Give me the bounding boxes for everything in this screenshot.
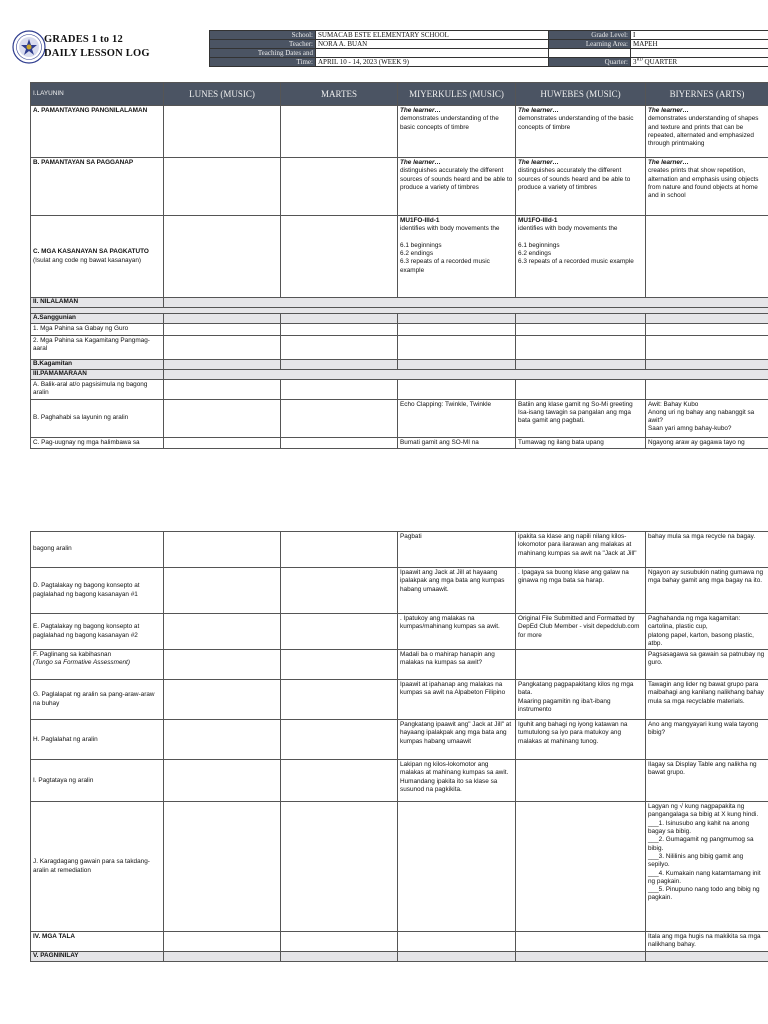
row-mga-kasanayan [31,216,768,298]
wed-cell: Lakipan ng kilos-lokomotor ang malakas at mahinang kumpas sa awit. Humandang ipakita ito sa klase sa susunod na pagkikita. [398,760,516,802]
row-paglalahat [31,720,768,760]
row-label: bagong aralin [31,532,164,568]
fri-cell: Ngayong araw ay gagawa tayo ng [646,437,768,448]
row-label: D. Pagtalakay ng bagong konsepto at paglalahad ng bagong kasanayan #1 [31,568,164,614]
thu-cell: ipakita sa klase ang napili nilang kilos-lokomotor para ilarawan ang malakas at mahinang kumpas sa awit na "Jack at Jill" [516,532,646,568]
thu-cell: The learner… demonstrates understanding of the basic concepts of timbre [516,106,646,158]
row-label: V. PAGNINILAY [31,952,164,962]
fri-cell: Paghahanda ng mga kagamitan: cartolina, plastic cup, platong papel, karton, basong plastic, atbp. [646,614,768,650]
fri-cell: Lagyan ng √ kung nagpapakita ng pangangalaga sa bibig at X kung hindi. ___1. Isinusubo ang kahit na anong bagay sa bibig. ___2. Gumagamit ng pangmumog sa bibig. ___3. Nililinis ang bibig gamit ang sepilyo. ___4. Kumakain nang katamtamang init ng pagkain. ___5. Pinupuno nang todo ang bibig ng pagkain. [646,802,768,932]
wed-cell: Ipaawit at ipahanap ang malakas na kumpas sa awit na Alpabeton Filipino [398,680,516,720]
deped-seal-logo [12,30,46,64]
row-paghahabi [31,399,768,437]
column-header-row [31,83,768,106]
row-paglalapat [31,680,768,720]
row-label: C. Pag-uugnay ng mga halimbawa sa [31,437,164,448]
row-label: B. Paghahabi sa layunin ng aralin [31,399,164,437]
quarter-value: 3RD QUARTER [631,58,768,67]
row-karagdagang-gawain [31,802,768,932]
row-label: J. Karagdagang gawain para sa takdang-aralin at remediation [31,802,164,932]
lesson-log-table-page1 [30,82,768,449]
thu-cell: Batiin ang klase gamit ng So-Mi greeting Isa-isang tawagin sa pangalan ang mga bata gamit ang pagbati. [516,399,646,437]
form-title-dll: DAILY LESSON LOG [44,48,150,59]
row-kagamitang-pangmag-aaral [31,336,768,360]
row-pagtataya [31,760,768,802]
row-mga-tala [31,932,768,952]
wed-cell: Madali ba o mahirap hanapin ang malakas na kumpas sa awit? [398,650,516,680]
thu-cell: Iguhit ang bahagi ng iyong katawan na tumutulong sa iyo para matukoy ang malakas at mahinang tunog. [516,720,646,760]
col-miyerkules: MIYERKULES (MUSIC) [398,83,516,106]
grade-label: Grade Level: [549,31,631,40]
row-label: B. PAMANTAYAN SA PAGGANAP [31,158,164,216]
wed-cell: Ipaawit ang Jack at Jill at hayaang ipalakpak ang mga bata ang kumpas habang umaawit. [398,568,516,614]
lesson-log-table-page2 [30,531,768,962]
fri-cell: Ano ang mangyayari kung wala tayong bibig? [646,720,768,760]
wed-cell: MU1FO-IIId-1 identifies with body movements the 6.1 beginnings 6.2 endings 6.3 repeats of a recorded music example [398,216,516,298]
row-pagtalakay-1 [31,568,768,614]
row-gabay-ng-guro [31,324,768,336]
row-label: C. MGA KASANAYAN SA PAGKATUTO (Isulat ang code ng bawat kasanayan) [31,216,164,298]
row-label: B.Kagamitan [31,360,164,370]
row-label: E. Pagtalakay ng bagong konsepto at paglalahad ng bagong kasanayan #2 [31,614,164,650]
row-pamantayan-sa-pagganap [31,158,768,216]
school-value: SUMACAB ESTE ELEMENTARY SCHOOL [316,31,549,40]
row-label: F. Paglinang sa kabihasnan (Tungo sa Formative Assessment) [31,650,164,680]
row-label: IV. MGA TALA [31,932,164,952]
wed-cell: Bumati gamit ang SO-MI na [398,437,516,448]
area-value: MAPEH [631,40,768,49]
row-label: A. Balik-aral at/o pagsisimula ng bagong aralin [31,380,164,400]
row-pag-uugnay-bottom [31,532,768,568]
teacher-label: Teacher: [210,40,316,49]
fri-cell: Itala ang mga hugis na makikita sa mga nalikhang bahay. [646,932,768,952]
thu-cell: MU1FO-IIId-1 identifies with body movements the 6.1 beginnings 6.2 endings 6.3 repeats of a recorded music example [516,216,646,298]
fri-cell: bahay mula sa mga recycle na bagay. [646,532,768,568]
fri-cell: The learner… creates prints that show repetition, alternation and emphasis using objects from nature and found objects at home and in school [646,158,768,216]
thu-cell: The learner… distinguishes accurately the different sources of sounds heard and be able to produce a variety of timbres [516,158,646,216]
grade-value: I [631,31,768,40]
row-pamantayang-pangnilalaman [31,106,768,158]
row-label: H. Paglalahat ng aralin [31,720,164,760]
row-pag-uugnay-top [31,437,768,448]
fri-cell: Pagsasagawa sa gawain sa patnubay ng guro. [646,650,768,680]
row-label: 1. Mga Pahina sa Gabay ng Guro [31,324,164,336]
wed-cell: Echo Clapping: Twinkle, Twinkle [398,399,516,437]
col-huwebes: HUWEBES (MUSIC) [516,83,646,106]
fri-cell: Ilagay sa Display Table ang nalikha ng bawat grupo. [646,760,768,802]
thu-cell: Pangkatang pagpapakitang kilos ng mga bata. Maaring pagamitin ng iba't-ibang instrumento [516,680,646,720]
row-label: G. Paglalapat ng aralin sa pang-araw-araw na buhay [31,680,164,720]
fri-cell: Ngayon ay susubukin nating gumawa ng mga bahay gamit ang mga bagay na ito. [646,568,768,614]
row-paglinang [31,650,768,680]
col-lunes: LUNES (MUSIC) [164,83,281,106]
school-label: School: [210,31,316,40]
area-label: Learning Area: [549,40,631,49]
form-title-grades: GRADES 1 to 12 [44,34,123,45]
row-pagtalakay-2 [31,614,768,650]
col-layunin: I.LAYUNIN [31,83,164,106]
time-label: Time: [210,58,316,67]
row-label: A. PAMANTAYANG PANGNILALAMAN [31,106,164,158]
thu-cell: . Ipagaya sa buong klase ang galaw na ginawa ng mga bata sa harap. [516,568,646,614]
quarter-label: Quarter: [549,58,631,67]
wed-cell: . Ipatukoy ang malakas na kumpas/mahinang kumpas sa awit. [398,614,516,650]
thu-cell: Original File Submitted and Formatted by DepEd Club Member - visit depedclub.com for more [516,614,646,650]
fri-cell: Tawagin ang lider ng bawat grupo para maibahagi ang kanilang nalikhang bahay mula sa mga recyclable materials. [646,680,768,720]
teacher-value: NORA A. BUAN [316,40,549,49]
fri-cell: The learner… demonstrates understanding of shapes and texture and prints that can be repeated, alternated and emphasized through printmaking [646,106,768,158]
row-label: III.PAMAMARAAN [31,370,164,380]
row-kagamitan [31,360,768,370]
col-biyernes: BIYERNES (ARTS) [646,83,768,106]
dates-value: APRIL 10 - 14, 2023 (WEEK 9) [316,58,549,67]
wed-cell: Pagbati [398,532,516,568]
row-sanggunian [31,314,768,324]
wed-cell: The learner… distinguishes accurately the different sources of sounds heard and be able to produce a variety of timbres [398,158,516,216]
fri-cell: Awit: Bahay Kubo Anong uri ng bahay ang nabanggit sa awit? Saan yari amng bahay-kubo? [646,399,768,437]
dates-label: Teaching Dates and [210,49,316,58]
wed-cell: The learner… demonstrates understanding of the basic concepts of timbre [398,106,516,158]
row-label: II. NILALAMAN [31,298,164,308]
col-martes: MARTES [281,83,398,106]
wed-cell: Pangkatang ipaawit ang" Jack at Jill" at hayaang ipalakpak ang mga bata ang kumpas habang umaawit [398,720,516,760]
row-balik-aral [31,380,768,400]
row-nilalaman [31,298,768,308]
row-label: I. Pagtataya ng aralin [31,760,164,802]
row-label: A.Sanggunian [31,314,164,324]
row-pamamaraan [31,370,768,380]
header-info-table [209,30,768,67]
row-pagninilay [31,952,768,962]
thu-cell: Tumawag ng ilang bata upang [516,437,646,448]
row-label: 2. Mga Pahina sa Kagamitang Pangmag-aaral [31,336,164,360]
